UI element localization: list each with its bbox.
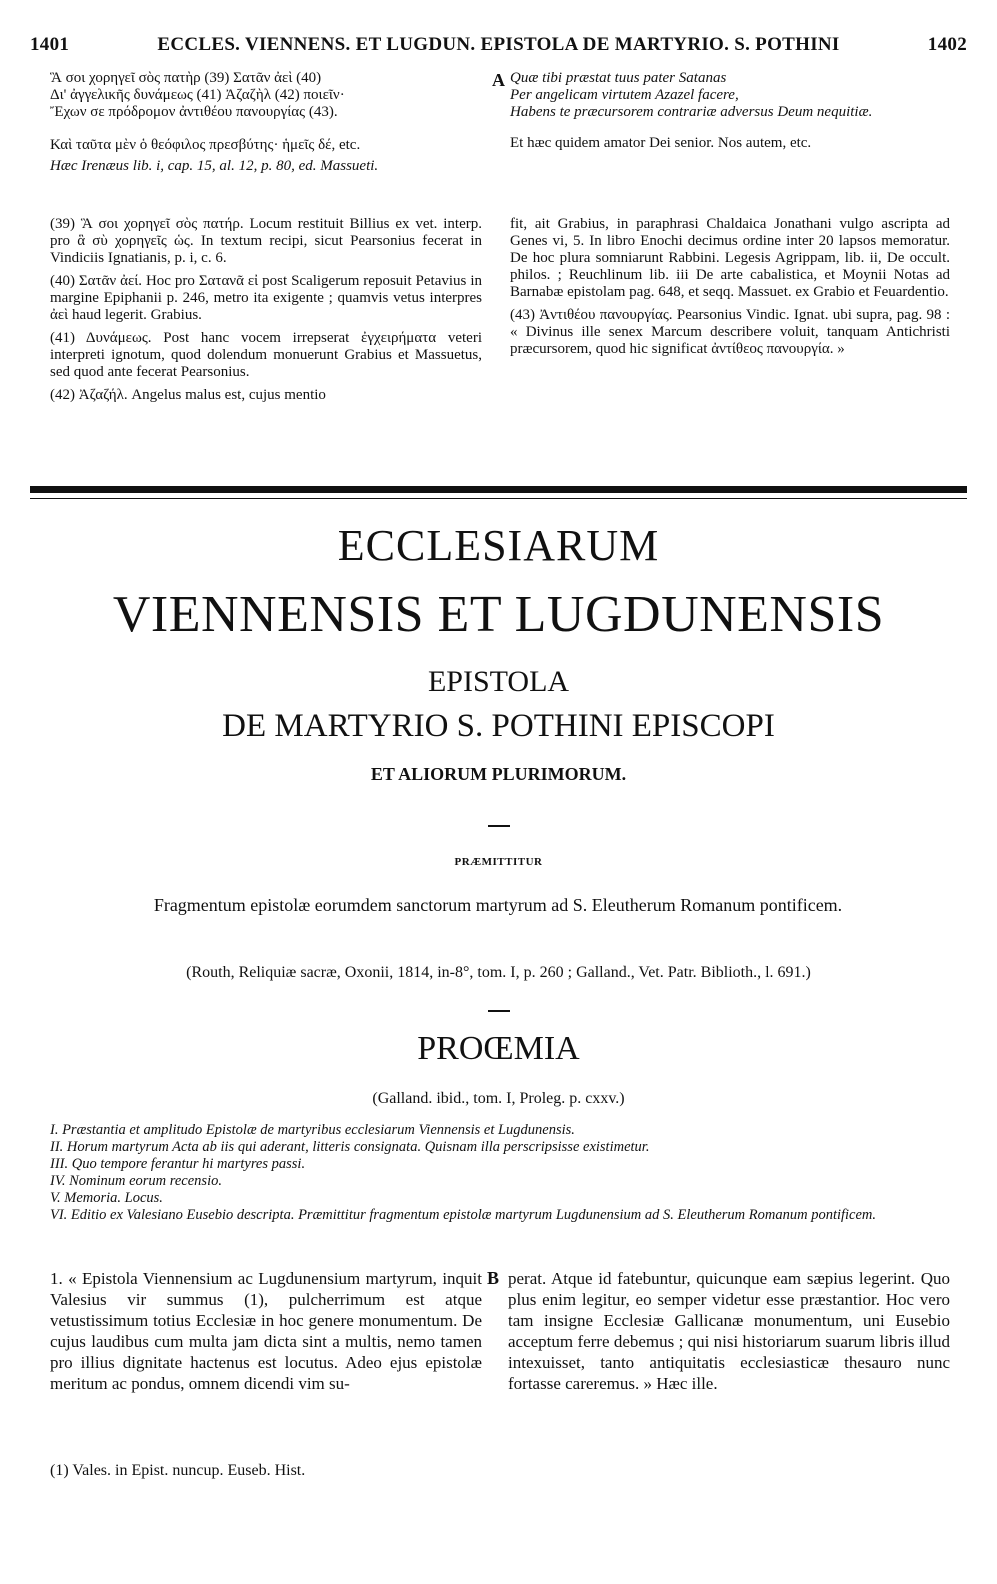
body-right-column: perat. Atque id fatebuntur, quicunque eam sæpius legerint. Quo plus enim legitur, eo semper videtur esse præstantior. Hoc vero tam insigne Ecclesiæ Gallicanæ monumentum, uni Eusebio acceptum ferre debemus ; qui nisi historiarum suarum libris illud intexuisset, tanto antiquitatis ecclesiasticæ thesauro nunc fortasse careremus. » Hæc ille.: [508, 1269, 950, 1393]
greek-verse-line: Δι' ἀγγελικῆς δυνάμεως (41) Ἀζαζὴλ (42) ποιεῖν·: [50, 87, 345, 103]
note-43: (43) Ἀντιθέου πανουργίας. Pearsonius Vindic. Ignat. ubi supra, pag. 98 : « Divinus ille senex Marcum describere voluit, tanquam Antichristi præcursorem, quod hic significat ἀντίθεος πανουργία. »: [510, 307, 950, 357]
title-line-5: ET ALIORUM PLURIMORUM.: [370, 764, 627, 784]
contents-item: V. Memoria. Locus.: [50, 1190, 163, 1206]
body-left-column: 1. « Epistola Viennensium ac Lugdunensium martyrum, inquit Valesius vir summus (1), pulcherrimum est atque vetustissimum totius Ecclesiæ in hoc genere monumentum. De cujus laudibus cum multa jam dicta sint a multis, nemo tamen pro illius dignitate hactenus est locutus. Adeo ejus epistolæ meritum ac pondus, omnem dicendi vim su-: [50, 1269, 482, 1393]
section-dash: [488, 1010, 510, 1012]
notes-left-column: [50, 216, 482, 410]
right-page-number: 1402: [927, 34, 967, 55]
latin-verse-line: Habens te præcursorem contrariæ adversus Deum nequitiæ.: [510, 104, 873, 120]
note-40: (40) Σατᾶν ἀεί. Hoc pro Σατανᾶ εἰ post Scaligerum reposuit Petavius in margine Epiphanii p. 246, metro ita exigente ; quamvis vetus interpres ἀεὶ haud legerit. Grabius.: [50, 273, 482, 323]
notes-right-column: [510, 216, 950, 364]
praemittitur-label: PRÆMITTITUR: [454, 856, 543, 868]
fragment-description: Fragmentum epistolæ eorumdem sanctorum martyrum ad S. Eleutherum Romanum pontificem.: [153, 895, 843, 915]
note-41: (41) Δυνάμεως. Post hanc vocem irrepserat ἐγχειρήματα veteri interpreti ignotum, quod dolendum monuerunt Grabius et Massuetus, sed quod ante fecerat Pearsonius.: [50, 330, 482, 380]
running-header: [30, 34, 967, 60]
title-line-3: EPISTOLA: [427, 665, 570, 698]
note-39: (39) Ἃ σοι χορηγεῖ σὸς πατήρ. Locum restituit Billius ex vet. interp. pro ἃ σὺ χορηγεῖς ὡς. In textum recipi, sicut Pearsonius fecerat in Vindiciis Ignatianis, p. i, c. 6.: [50, 216, 482, 266]
greek-verse-line: Ἃ σοι χορηγεῖ σὸς πατὴρ (39) Σατᾶν ἀεὶ (40): [50, 70, 322, 86]
latin-verse-line: Per angelicam virtutem Azazel facere,: [510, 87, 739, 103]
contents-item: IV. Nominum eorum recensio.: [50, 1173, 222, 1189]
latin-verse-line: Et hæc quidem amator Dei senior. Nos autem, etc.: [510, 135, 812, 151]
footnote: (1) Vales. in Epist. nuncup. Euseb. Hist.: [50, 1462, 306, 1479]
title-dash: [488, 825, 510, 827]
column-marker-b: B: [487, 1268, 500, 1288]
title-line-4: DE MARTYRIO S. POTHINI EPISCOPI: [222, 708, 775, 744]
section-divider-thin: [30, 498, 967, 499]
contents-item: III. Quo tempore ferantur hi martyres passi.: [50, 1156, 306, 1172]
procemia-citation: (Galland. ibid., tom. I, Proleg. p. cxxv.): [372, 1090, 625, 1107]
title-line-1: ECCLESIARUM: [337, 521, 660, 570]
contents-item: I. Præstantia et amplitudo Epistolæ de martyribus ecclesiarum Viennensis et Lugdunensis.: [50, 1122, 575, 1138]
source-citation: Hæc Irenæus lib. i, cap. 15, al. 12, p. 80, ed. Massueti.: [50, 158, 379, 174]
left-page-number: 1401: [30, 34, 70, 55]
contents-item: II. Horum martyrum Acta ab iis qui aderant, litteris consignata. Quisnam illa perscripsisse existimetur.: [50, 1139, 650, 1155]
contents-item: VI. Editio ex Valesiano Eusebio descripta. Præmittitur fragmentum epistolæ martyrum Lugdunensium ad S. Eleutherum Romanum pontificem.: [50, 1207, 877, 1223]
procemia-contents: [50, 1122, 950, 1224]
title-line-2: VIENNENSIS ET LUGDUNENSIS: [112, 586, 885, 643]
section-divider-thick: [30, 486, 967, 493]
greek-verse-column: [50, 70, 480, 175]
procemia-heading: PROŒMIA: [417, 1030, 580, 1067]
greek-verse-line: Καὶ ταῦτα μὲν ὁ θεόφιλος πρεσβύτης· ἡμεῖς δέ, etc.: [50, 137, 361, 153]
latin-verse-line: Quæ tibi præstat tuus pater Satanas: [510, 70, 727, 86]
column-marker-a: A: [492, 70, 505, 90]
fragment-citation: (Routh, Reliquiæ sacræ, Oxonii, 1814, in-8°, tom. I, p. 260 ; Galland., Vet. Patr. Biblioth., l. 691.): [186, 964, 811, 981]
running-title: ECCLES. VIENNENS. ET LUGDUN. EPISTOLA DE MARTYRIO. S. POTHINI: [157, 34, 840, 55]
note-42: (42) Ἀζαζήλ. Angelus malus est, cujus mentio: [50, 387, 326, 403]
latin-verse-column: [510, 70, 950, 152]
greek-verse-line: Ἔχων σε πρόδρομον ἀντιθέου πανουργίας (43).: [50, 104, 338, 120]
note-42-continued: fit, ait Grabius, in paraphrasi Chaldaica Jonathani vulgo ascripta ad Genes vi, 5. In libro Enochi decimus ordine inter 20 lapsos memoratur. De hoc plura somniarunt Rabbini. Legesis Agrippam, lib. ii, De occult. philos. ; Reuchlinum lib. iii De arte cabalistica, et Moynii Notas ad Barnabæ epistolam pag. 648, et seqq. Massuet. ex Grabio et Feuardentio.: [510, 216, 950, 300]
